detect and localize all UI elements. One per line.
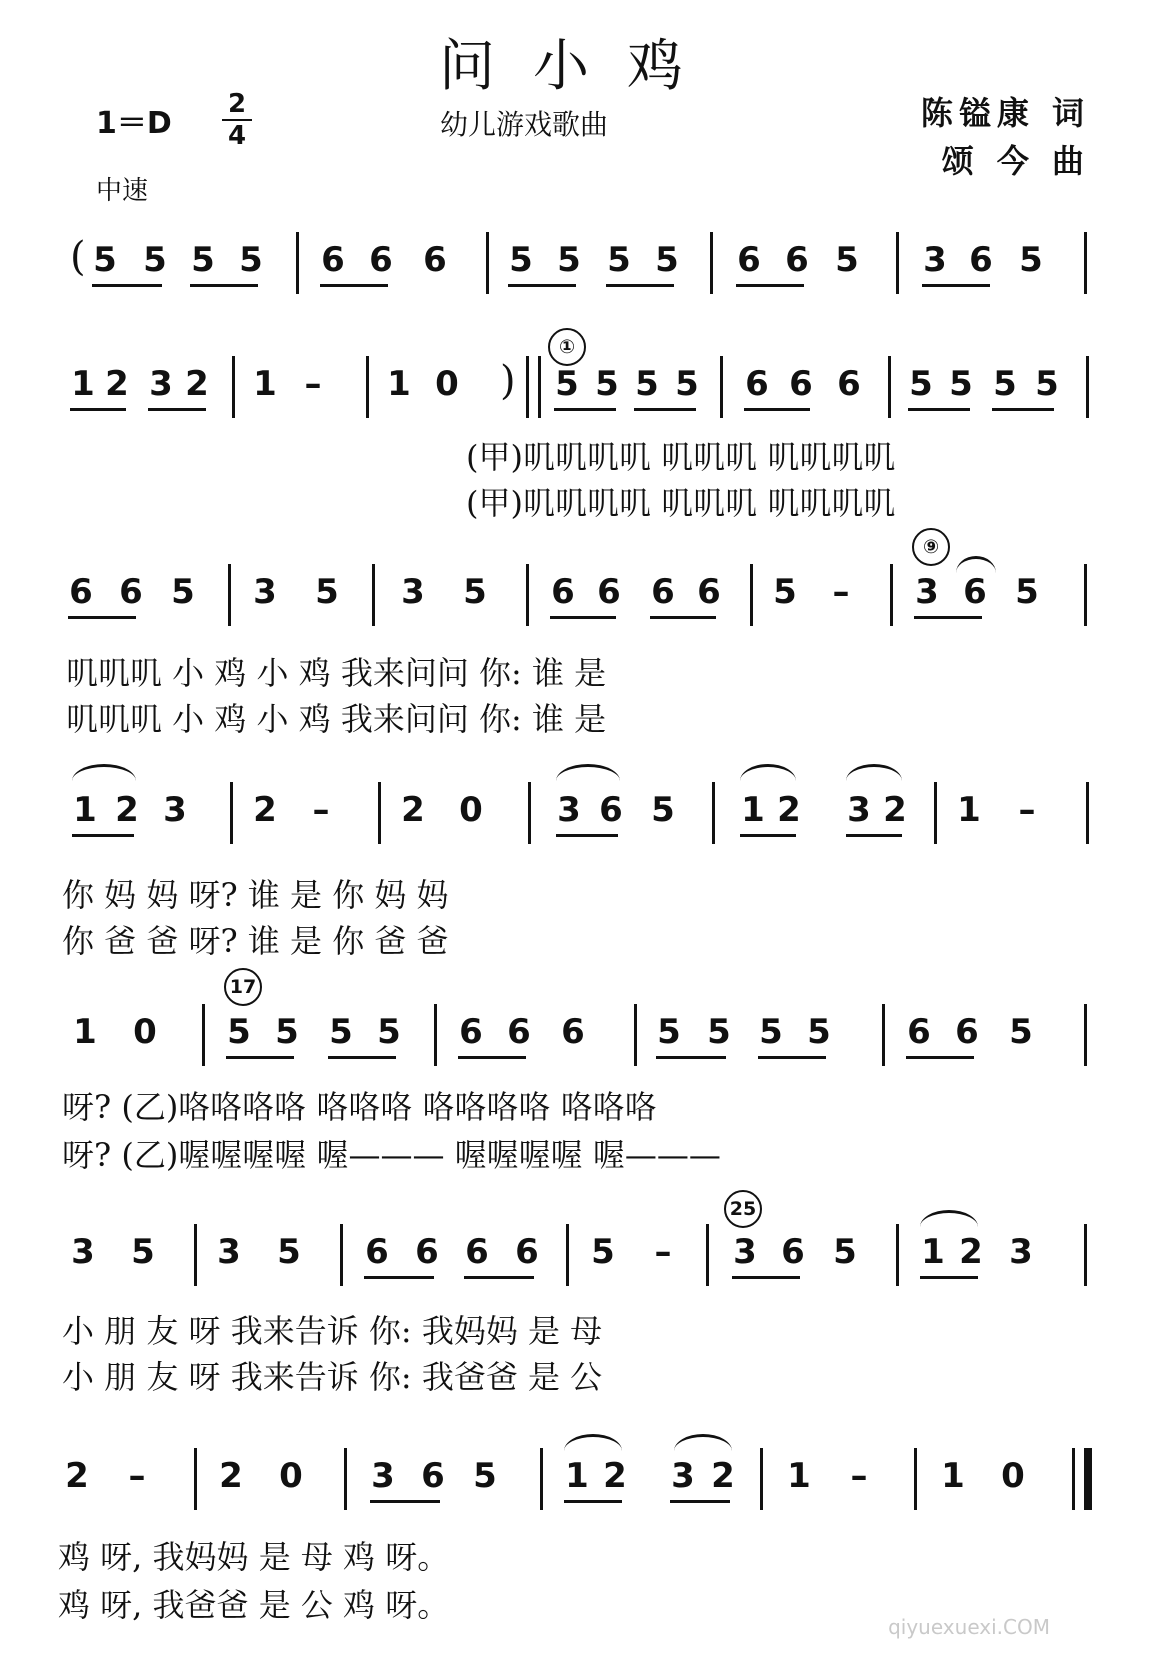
note-digit: 2 (777, 790, 801, 830)
barline (914, 1448, 917, 1510)
note-digit: 6 (415, 1232, 439, 1272)
beam-underline (992, 408, 1054, 411)
beam-underline (914, 616, 982, 619)
note-digit: 6 (507, 1012, 531, 1052)
barline (1084, 564, 1087, 626)
note-digit: 6 (423, 240, 447, 280)
barline (344, 1448, 347, 1510)
note-digit: 6 (785, 240, 809, 280)
lyric-row-2-verse-1: (甲)叽叽叽叽 叽叽叽 叽叽叽叽 (466, 438, 896, 476)
beam-underline (68, 616, 136, 619)
barline (1084, 1224, 1087, 1286)
note-digit: 3 (1009, 1232, 1033, 1272)
beam-underline (656, 1056, 726, 1059)
note-digit: 3 (923, 240, 947, 280)
note-digit: 6 (69, 572, 93, 612)
note-digit: 6 (321, 240, 345, 280)
note-digit: 3 (557, 790, 581, 830)
note-digit: 3 (915, 572, 939, 612)
barline (720, 356, 723, 418)
beam-underline (554, 408, 616, 411)
note-digit: 3 (163, 790, 187, 830)
note-digit: 6 (955, 1012, 979, 1052)
note-digit: 1 (741, 790, 765, 830)
note-digit: 5 (239, 240, 263, 280)
note-digit: 6 (551, 572, 575, 612)
beam-underline (320, 284, 388, 287)
beam-underline (908, 408, 970, 411)
note-digit: – (832, 572, 850, 612)
rehearsal-mark-1: ① (548, 328, 586, 366)
watermark-text: qiyuexuexi.COM (888, 1615, 1050, 1639)
beam-underline (550, 616, 616, 619)
barline (706, 1224, 709, 1286)
note-digit: 5 (473, 1456, 497, 1496)
slur (740, 764, 796, 781)
barline (566, 1224, 569, 1286)
note-digit: 2 (959, 1232, 983, 1272)
barline (1084, 232, 1087, 294)
barline (760, 1448, 763, 1510)
slur (920, 1210, 978, 1227)
note-digit: 5 (675, 364, 699, 404)
intro-parenthesis: ( (70, 234, 86, 280)
note-digit: 3 (847, 790, 871, 830)
barline (934, 782, 937, 844)
note-digit: 2 (219, 1456, 243, 1496)
beam-underline (92, 284, 162, 287)
note-digit: 5 (949, 364, 973, 404)
note-digit: – (654, 1232, 672, 1272)
note-digit: 2 (185, 364, 209, 404)
rehearsal-mark-25: 25 (724, 1190, 762, 1228)
note-digit: 3 (149, 364, 173, 404)
beam-underline (364, 1276, 434, 1279)
note-digit: 5 (835, 240, 859, 280)
note-digit: 5 (555, 364, 579, 404)
note-digit: 6 (421, 1456, 445, 1496)
barline (526, 564, 529, 626)
note-digit: 5 (143, 240, 167, 280)
note-digit: 5 (275, 1012, 299, 1052)
beam-underline (606, 284, 674, 287)
slur (564, 1434, 622, 1451)
beam-underline (634, 408, 696, 411)
barline (538, 356, 541, 418)
note-digit: 1 (73, 1012, 97, 1052)
note-digit: 5 (191, 240, 215, 280)
note-digit: 0 (1001, 1456, 1025, 1496)
barline (434, 1004, 437, 1066)
note-digit: 3 (401, 572, 425, 612)
barline (202, 1004, 205, 1066)
time-signature (222, 90, 252, 150)
barline (378, 782, 381, 844)
beam-underline (508, 284, 576, 287)
beam-underline (190, 284, 258, 287)
note-digit: 6 (369, 240, 393, 280)
lyric-row-4-verse-2: 你 爸 爸 呀? 谁 是 你 爸 爸 (62, 922, 449, 960)
beam-underline (732, 1276, 800, 1279)
note-digit: – (304, 364, 322, 404)
barline (890, 564, 893, 626)
note-digit: 2 (711, 1456, 735, 1496)
note-digit: 6 (465, 1232, 489, 1272)
lyricist-credit: 陈镒康 词 (920, 94, 1090, 132)
beam-underline (226, 1056, 294, 1059)
note-digit: 5 (131, 1232, 155, 1272)
note-digit: 5 (1015, 572, 1039, 612)
note-digit: 5 (657, 1012, 681, 1052)
barline (194, 1224, 197, 1286)
note-digit: 6 (119, 572, 143, 612)
note-digit: 1 (71, 364, 95, 404)
note-digit: 6 (651, 572, 675, 612)
note-digit: 2 (603, 1456, 627, 1496)
note-digit: 0 (435, 364, 459, 404)
slur (72, 764, 136, 781)
note-digit: 6 (969, 240, 993, 280)
barline (634, 1004, 637, 1066)
barline (1084, 1004, 1087, 1066)
note-digit: – (312, 790, 330, 830)
beam-underline (70, 408, 126, 411)
rehearsal-mark-17: 17 (224, 968, 262, 1006)
note-digit: 6 (561, 1012, 585, 1052)
slur (846, 764, 902, 781)
song-subtitle: 幼儿游戏歌曲 (440, 108, 609, 141)
barline (1084, 1448, 1092, 1510)
barline (712, 782, 715, 844)
note-digit: 1 (787, 1456, 811, 1496)
song-title: 问小鸡 (439, 34, 721, 99)
note-digit: 3 (217, 1232, 241, 1272)
note-digit: 5 (463, 572, 487, 612)
beam-underline (920, 1276, 978, 1279)
note-digit: 0 (459, 790, 483, 830)
note-digit: 5 (591, 1232, 615, 1272)
note-digit: 2 (105, 364, 129, 404)
barline (232, 356, 235, 418)
beam-underline (758, 1056, 826, 1059)
note-digit: 6 (745, 364, 769, 404)
slur (556, 764, 620, 781)
note-digit: – (1018, 790, 1036, 830)
barline (526, 356, 529, 418)
rehearsal-mark-9: ⑨ (912, 528, 950, 566)
note-digit: 5 (993, 364, 1017, 404)
note-digit: 5 (557, 240, 581, 280)
note-digit: 0 (133, 1012, 157, 1052)
barline (228, 564, 231, 626)
note-digit: 5 (1019, 240, 1043, 280)
barline (888, 356, 891, 418)
note-digit: 6 (789, 364, 813, 404)
beam-underline (736, 284, 804, 287)
note-digit: 6 (597, 572, 621, 612)
beam-underline (670, 1500, 730, 1503)
note-digit: 3 (371, 1456, 395, 1496)
lyric-row-6-verse-1: 小 朋 友 呀 我来告诉 你: 我妈妈 是 母 (62, 1312, 603, 1350)
note-digit: 5 (607, 240, 631, 280)
key-signature: 1＝D (96, 106, 172, 141)
barline (1072, 1448, 1075, 1510)
note-digit: 5 (759, 1012, 783, 1052)
note-digit: 2 (65, 1456, 89, 1496)
beam-underline (458, 1056, 526, 1059)
barline (540, 1448, 543, 1510)
slur (674, 1434, 732, 1451)
note-digit: 3 (253, 572, 277, 612)
note-digit: 2 (115, 790, 139, 830)
note-digit: 5 (315, 572, 339, 612)
note-digit: 5 (595, 364, 619, 404)
beam-underline (148, 408, 206, 411)
beam-underline (906, 1056, 974, 1059)
lyric-row-3-verse-2: 叽叽叽 小 鸡 小 鸡 我来问问 你: 谁 是 (66, 700, 607, 738)
beam-underline (370, 1500, 440, 1503)
barline (710, 232, 713, 294)
beam-underline (464, 1276, 534, 1279)
barline (750, 564, 753, 626)
lyric-row-4-verse-1: 你 妈 妈 呀? 谁 是 你 妈 妈 (62, 876, 449, 914)
note-digit: 5 (377, 1012, 401, 1052)
lyric-row-7-verse-1: 鸡 呀, 我妈妈 是 母 鸡 呀。 (58, 1538, 450, 1576)
note-digit: 2 (401, 790, 425, 830)
barline (1086, 782, 1089, 844)
note-digit: 5 (655, 240, 679, 280)
note-digit: 6 (697, 572, 721, 612)
note-digit: 0 (279, 1456, 303, 1496)
note-digit: 1 (253, 364, 277, 404)
beam-underline (740, 834, 796, 837)
barline (340, 1224, 343, 1286)
note-digit: 5 (227, 1012, 251, 1052)
barline (230, 782, 233, 844)
barline (1086, 356, 1089, 418)
lyric-row-7-verse-2: 鸡 呀, 我爸爸 是 公 鸡 呀。 (58, 1586, 450, 1624)
beam-underline (556, 834, 618, 837)
note-digit: 6 (459, 1012, 483, 1052)
note-digit: 1 (73, 790, 97, 830)
note-digit: 1 (921, 1232, 945, 1272)
barline (296, 232, 299, 294)
note-digit: 5 (1035, 364, 1059, 404)
note-digit: 5 (909, 364, 933, 404)
intro-parenthesis: ) (500, 358, 516, 404)
barline (896, 232, 899, 294)
note-digit: 1 (941, 1456, 965, 1496)
lyric-row-6-verse-2: 小 朋 友 呀 我来告诉 你: 我爸爸 是 公 (62, 1358, 603, 1396)
note-digit: 1 (387, 364, 411, 404)
note-digit: 5 (773, 572, 797, 612)
note-digit: 5 (635, 364, 659, 404)
note-digit: 3 (671, 1456, 695, 1496)
barline (366, 356, 369, 418)
lyric-row-5-verse-1: 呀? (乙)咯咯咯咯 咯咯咯 咯咯咯咯 咯咯咯 (62, 1088, 657, 1126)
note-digit: 1 (957, 790, 981, 830)
note-digit: 5 (277, 1232, 301, 1272)
note-digit: 5 (807, 1012, 831, 1052)
note-digit: 3 (733, 1232, 757, 1272)
note-digit: 6 (963, 572, 987, 612)
beam-underline (650, 616, 716, 619)
note-digit: 5 (509, 240, 533, 280)
note-digit: 2 (883, 790, 907, 830)
note-digit: 6 (837, 364, 861, 404)
barline (372, 564, 375, 626)
note-digit: 5 (651, 790, 675, 830)
lyric-row-5-verse-2: 呀? (乙)喔喔喔喔 喔——— 喔喔喔喔 喔——— (62, 1136, 721, 1174)
note-digit: 5 (833, 1232, 857, 1272)
lyric-row-3-verse-1: 叽叽叽 小 鸡 小 鸡 我来问问 你: 谁 是 (66, 654, 607, 692)
note-digit: 5 (707, 1012, 731, 1052)
note-digit: 6 (781, 1232, 805, 1272)
note-digit: 2 (253, 790, 277, 830)
note-digit: 5 (93, 240, 117, 280)
note-digit: – (850, 1456, 868, 1496)
tempo-marking: 中速 (96, 176, 149, 206)
lyric-row-2-verse-2: (甲)叽叽叽叽 叽叽叽 叽叽叽叽 (466, 484, 896, 522)
note-digit: 5 (171, 572, 195, 612)
note-digit: 6 (515, 1232, 539, 1272)
barline (486, 232, 489, 294)
barline (882, 1004, 885, 1066)
note-digit: 5 (329, 1012, 353, 1052)
time-numerator: 2 (227, 89, 247, 119)
note-digit: 6 (907, 1012, 931, 1052)
beam-underline (564, 1500, 622, 1503)
beam-underline (744, 408, 810, 411)
time-denominator: 4 (227, 121, 247, 151)
note-digit: 5 (1009, 1012, 1033, 1052)
beam-underline (72, 834, 134, 837)
composer-credit: 颂 今 曲 (941, 142, 1090, 180)
note-digit: 1 (565, 1456, 589, 1496)
beam-underline (846, 834, 902, 837)
barline (194, 1448, 197, 1510)
slur (956, 556, 996, 573)
barline (896, 1224, 899, 1286)
beam-underline (922, 284, 990, 287)
beam-underline (328, 1056, 396, 1059)
barline (528, 782, 531, 844)
note-digit: – (128, 1456, 146, 1496)
note-digit: 6 (599, 790, 623, 830)
note-digit: 6 (365, 1232, 389, 1272)
note-digit: 3 (71, 1232, 95, 1272)
note-digit: 6 (737, 240, 761, 280)
